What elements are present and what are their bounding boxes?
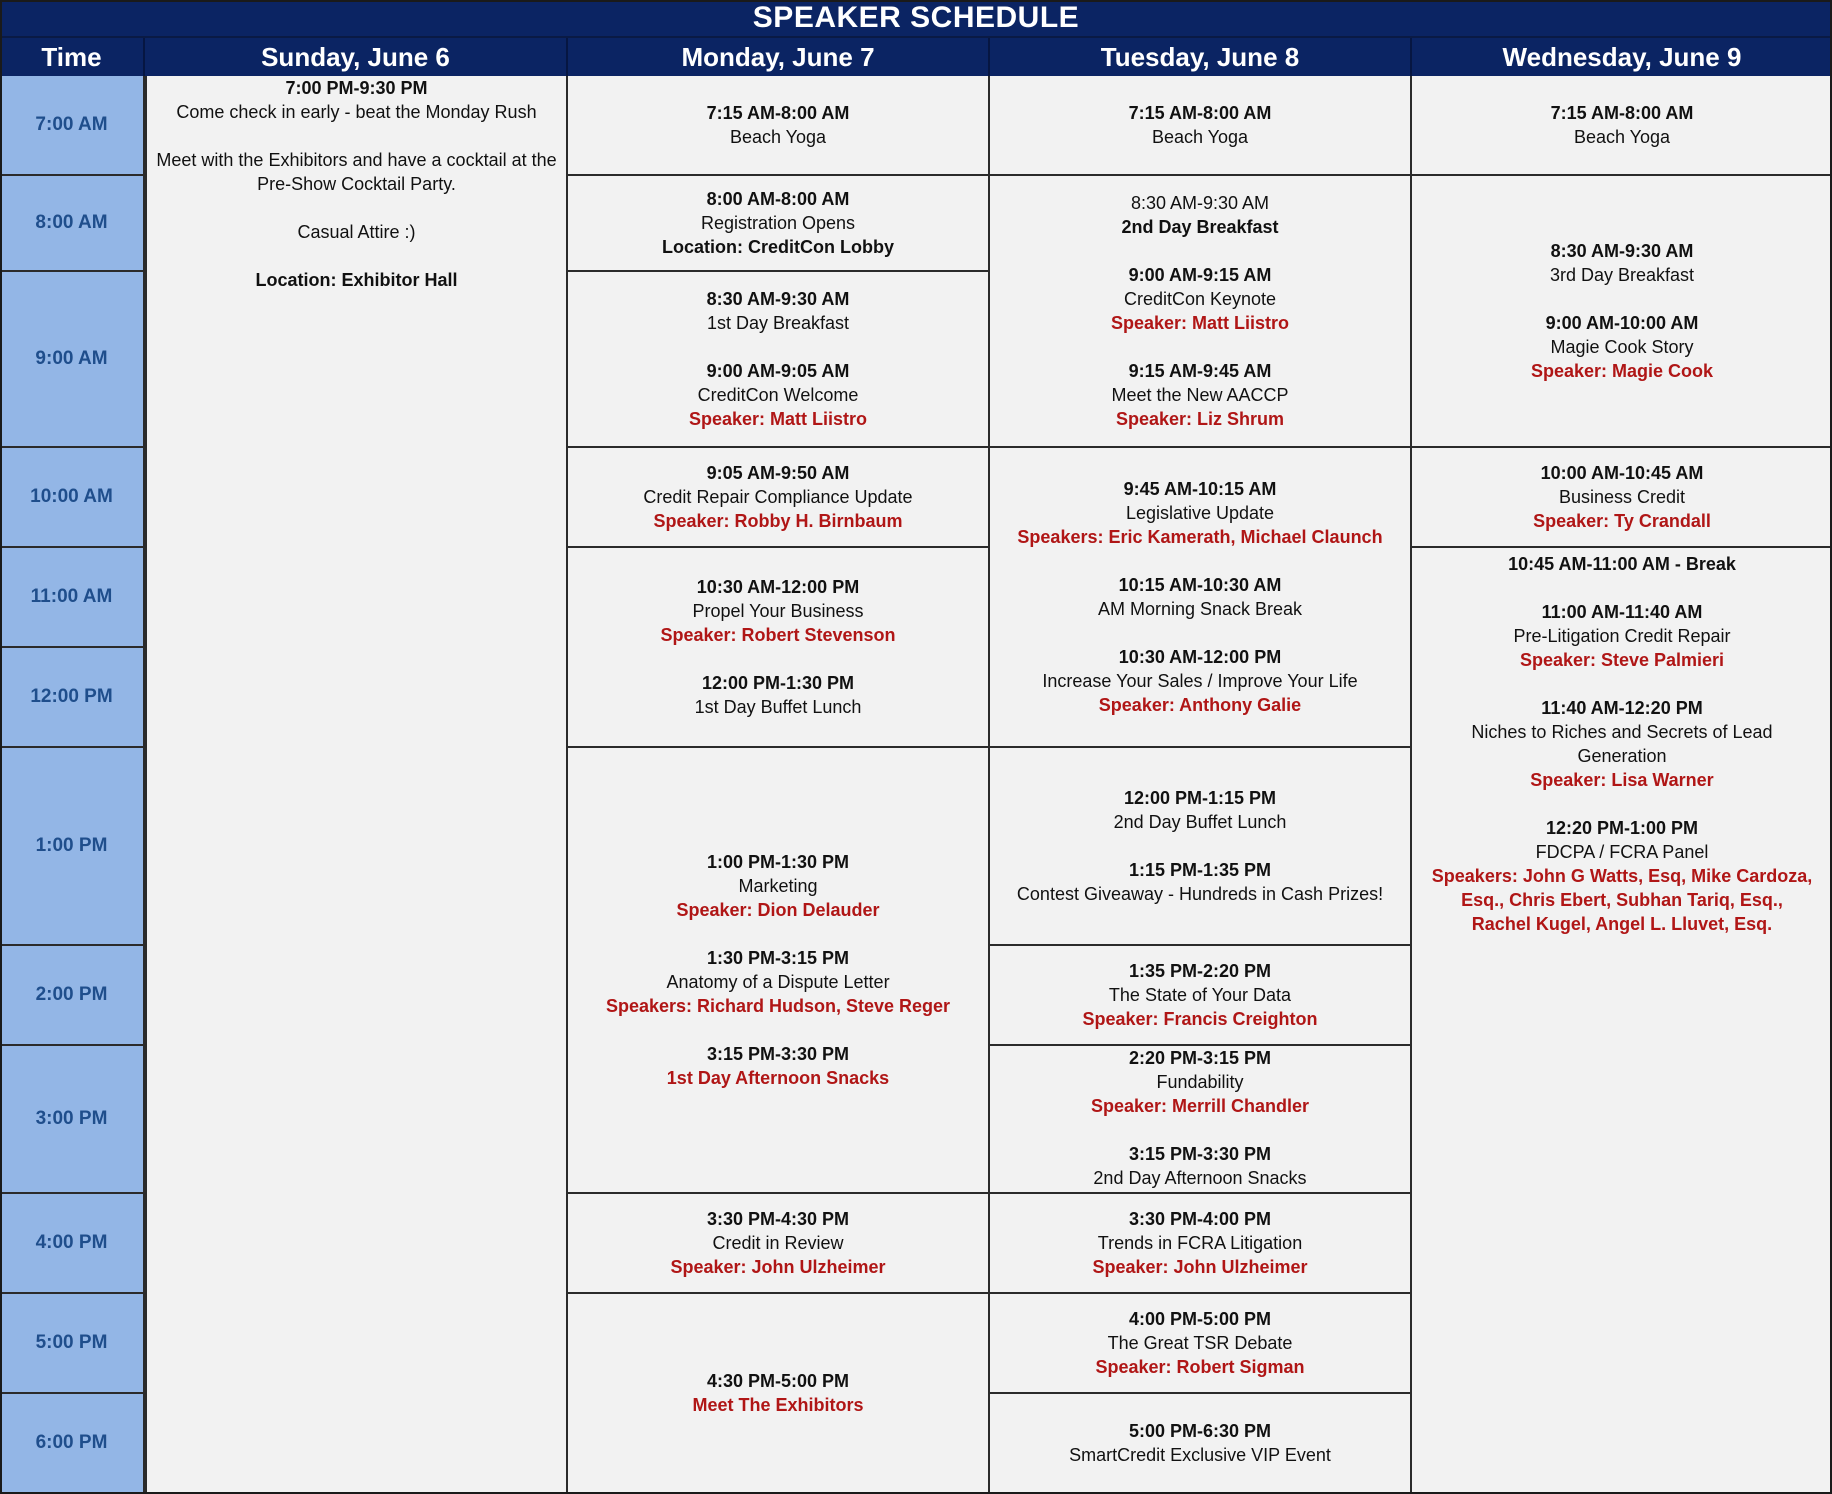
- event-time: 3:15 PM-3:30 PM: [1128, 1144, 1272, 1164]
- event-description: Casual Attire :): [297, 222, 416, 242]
- event-speaker: Speaker: Lisa Warner: [1530, 770, 1714, 790]
- event-speaker: Speakers: John G Watts, Esq, Mike Cardoza,: [1431, 866, 1813, 886]
- event-speaker: Speaker: Anthony Galie: [1098, 695, 1302, 715]
- time-slot: 12:00 PM: [0, 648, 145, 748]
- event-time: 4:30 PM-5:00 PM: [706, 1371, 850, 1391]
- event-title: The Great TSR Debate: [1107, 1333, 1293, 1353]
- event-title: Niches to Riches and Secrets of Lead: [1471, 722, 1773, 742]
- event-location: Location: Exhibitor Hall: [255, 270, 458, 290]
- event-time: 7:15 AM-8:00 AM: [1550, 103, 1694, 123]
- tuesday-event-tsr: [990, 1294, 1412, 1394]
- event-title: Business Credit: [1558, 487, 1686, 507]
- event-time: 10:45 AM-11:00 AM - Break: [1508, 554, 1736, 574]
- event-time: 8:30 AM-9:30 AM: [1550, 241, 1694, 261]
- tuesday-event-late-morning: [990, 448, 1412, 748]
- monday-event-registration: [568, 176, 990, 272]
- event-time: 7:00 PM-9:30 PM: [285, 78, 428, 98]
- event-time: 9:00 AM-9:05 AM: [706, 361, 850, 381]
- event-time: 5:00 PM-6:30 PM: [1128, 1421, 1272, 1441]
- event-speaker: Rachel Kugel, Angel L. Lluvet, Esq.: [1471, 914, 1773, 934]
- wednesday-event-yoga: [1412, 76, 1832, 176]
- event-speaker: Speaker: Robby H. Birnbaum: [653, 511, 903, 531]
- event-time: 8:30 AM-9:30 AM: [706, 289, 850, 309]
- time-slot: 4:00 PM: [0, 1194, 145, 1294]
- event-title: Marketing: [738, 876, 818, 896]
- event-time: 10:00 AM-10:45 AM: [1540, 463, 1704, 483]
- time-slot: 8:00 AM: [0, 176, 145, 272]
- event-time: 9:00 AM-10:00 AM: [1545, 313, 1699, 333]
- event-speaker: Speaker: Francis Creighton: [1082, 1009, 1318, 1029]
- event-time: 9:45 AM-10:15 AM: [1123, 479, 1277, 499]
- event-time: 7:15 AM-8:00 AM: [1128, 103, 1272, 123]
- event-speaker: Speaker: John Ulzheimer: [670, 1257, 886, 1277]
- event-time: 9:15 AM-9:45 AM: [1128, 361, 1272, 381]
- event-description: Meet with the Exhibitors and have a cocktail at the: [156, 150, 557, 170]
- event-time: 12:20 PM-1:00 PM: [1545, 818, 1699, 838]
- column-header-time: Time: [0, 38, 145, 76]
- schedule-title: SPEAKER SCHEDULE: [0, 0, 1832, 38]
- tuesday-event-fundability: [990, 1046, 1412, 1194]
- event-title: 2nd Day Buffet Lunch: [1113, 812, 1287, 832]
- event-speaker: Speaker: Matt Liistro: [688, 409, 868, 429]
- tuesday-event-yoga: [990, 76, 1412, 176]
- event-speaker: Esq., Chris Ebert, Subhan Tariq, Esq.,: [1461, 890, 1783, 910]
- event-title: The State of Your Data: [1108, 985, 1292, 1005]
- tuesday-event-vip: [990, 1394, 1412, 1494]
- event-time: 8:30 AM-9:30 AM: [1130, 193, 1270, 213]
- event-time: 10:30 AM-12:00 PM: [1118, 647, 1282, 667]
- event-title: Magie Cook Story: [1550, 337, 1694, 357]
- event-title: 1st Day Breakfast: [706, 313, 850, 333]
- event-time: 9:00 AM-9:15 AM: [1128, 265, 1272, 285]
- monday-event-exhibitors: [568, 1294, 990, 1494]
- time-slot: 7:00 AM: [0, 76, 145, 176]
- column-header-sunday: Sunday, June 6: [145, 38, 568, 76]
- event-time: 4:00 PM-5:00 PM: [1128, 1309, 1272, 1329]
- event-title: Beach Yoga: [1151, 127, 1249, 147]
- event-time: 11:40 AM-12:20 PM: [1541, 698, 1703, 718]
- tuesday-event-morning: [990, 176, 1412, 448]
- event-title: Credit Repair Compliance Update: [643, 487, 913, 507]
- event-time: 11:00 AM-11:40 AM: [1541, 602, 1703, 622]
- event-time: 3:30 PM-4:30 PM: [706, 1209, 850, 1229]
- time-slot: 5:00 PM: [0, 1294, 145, 1394]
- event-title: Contest Giveaway - Hundreds in Cash Prizes!: [1016, 884, 1384, 904]
- event-title: Fundability: [1156, 1072, 1244, 1092]
- event-speaker: Speaker: Steve Palmieri: [1519, 650, 1725, 670]
- time-slot: 3:00 PM: [0, 1046, 145, 1194]
- event-title: 3rd Day Breakfast: [1549, 265, 1695, 285]
- event-location: Location: CreditCon Lobby: [662, 237, 894, 257]
- event-title: Meet the New AACCP: [1111, 385, 1289, 405]
- event-speaker: Speaker: Merrill Chandler: [1090, 1096, 1310, 1116]
- event-time: 12:00 PM-1:15 PM: [1123, 788, 1277, 808]
- event-time: 7:15 AM-8:00 AM: [706, 103, 850, 123]
- event-description: Come check in early - beat the Monday Rush: [176, 102, 537, 122]
- tuesday-event-data: [990, 946, 1412, 1046]
- event-speaker: Speakers: Richard Hudson, Steve Reger: [605, 996, 951, 1016]
- event-title: Meet The Exhibitors: [692, 1395, 864, 1415]
- wednesday-event-business-credit: [1412, 448, 1832, 548]
- event-title: 1st Day Afternoon Snacks: [666, 1068, 890, 1088]
- wednesday-event-morning: [1412, 176, 1832, 448]
- event-speaker: Speaker: John Ulzheimer: [1092, 1257, 1308, 1277]
- event-description: Pre-Show Cocktail Party.: [257, 174, 456, 194]
- event-time: 9:05 AM-9:50 AM: [706, 463, 850, 483]
- event-time: 10:30 AM-12:00 PM: [696, 577, 860, 597]
- monday-event-compliance: [568, 448, 990, 548]
- time-slot: 2:00 PM: [0, 946, 145, 1046]
- event-speaker: Speaker: Robert Stevenson: [660, 625, 896, 645]
- sunday-event: [145, 76, 568, 1494]
- time-slot: 10:00 AM: [0, 448, 145, 548]
- time-slot: 6:00 PM: [0, 1394, 145, 1494]
- event-title: Propel Your Business: [692, 601, 864, 621]
- event-time: 3:30 PM-4:00 PM: [1128, 1209, 1272, 1229]
- event-title: Anatomy of a Dispute Letter: [666, 972, 890, 992]
- event-time: 1:35 PM-2:20 PM: [1128, 961, 1272, 981]
- event-title: 2nd Day Breakfast: [1121, 217, 1279, 237]
- event-speaker: Speaker: Dion Delauder: [676, 900, 880, 920]
- event-time: 8:00 AM-8:00 AM: [706, 189, 850, 209]
- wednesday-event-afternoon: [1412, 548, 1832, 1494]
- event-title: Trends in FCRA Litigation: [1097, 1233, 1303, 1253]
- event-title: Pre-Litigation Credit Repair: [1513, 626, 1731, 646]
- event-title: Increase Your Sales / Improve Your Life: [1042, 671, 1358, 691]
- column-header-tuesday: Tuesday, June 8: [990, 38, 1412, 76]
- monday-event-yoga: [568, 76, 990, 176]
- event-speaker: Speaker: Magie Cook: [1530, 361, 1714, 381]
- time-slot: 9:00 AM: [0, 272, 145, 448]
- event-time: 12:00 PM-1:30 PM: [701, 673, 855, 693]
- event-title: Registration Opens: [700, 213, 856, 233]
- event-title: Generation: [1577, 746, 1667, 766]
- time-slot: 1:00 PM: [0, 748, 145, 946]
- time-slot: 11:00 AM: [0, 548, 145, 648]
- column-header-wednesday: Wednesday, June 9: [1412, 38, 1832, 76]
- event-title: SmartCredit Exclusive VIP Event: [1069, 1445, 1331, 1465]
- event-speaker: Speaker: Liz Shrum: [1115, 409, 1285, 429]
- event-title: Beach Yoga: [729, 127, 827, 147]
- event-speaker: Speaker: Ty Crandall: [1533, 511, 1711, 531]
- event-title: FDCPA / FCRA Panel: [1535, 842, 1709, 862]
- event-speaker: Speaker: Robert Sigman: [1095, 1357, 1305, 1377]
- event-time: 10:15 AM-10:30 AM: [1118, 575, 1282, 595]
- tuesday-event-trends: [990, 1194, 1412, 1294]
- event-title: 1st Day Buffet Lunch: [694, 697, 862, 717]
- event-title: CreditCon Welcome: [697, 385, 859, 405]
- column-header-monday: Monday, June 7: [568, 38, 990, 76]
- event-title: 2nd Day Afternoon Snacks: [1093, 1168, 1307, 1188]
- event-time: 1:30 PM-3:15 PM: [706, 948, 850, 968]
- event-title: Beach Yoga: [1573, 127, 1671, 147]
- monday-event-credit-review: [568, 1194, 990, 1294]
- tuesday-event-lunch-contest: [990, 748, 1412, 946]
- event-title: AM Morning Snack Break: [1097, 599, 1303, 619]
- event-time: 1:15 PM-1:35 PM: [1128, 860, 1272, 880]
- event-title: Legislative Update: [1125, 503, 1275, 523]
- event-time: 2:20 PM-3:15 PM: [1128, 1048, 1272, 1068]
- event-title: CreditCon Keynote: [1123, 289, 1277, 309]
- event-time: 3:15 PM-3:30 PM: [706, 1044, 850, 1064]
- event-speaker: Speaker: Matt Liistro: [1110, 313, 1290, 333]
- monday-event-breakfast-welcome: [568, 272, 990, 448]
- event-title: Credit in Review: [712, 1233, 844, 1253]
- monday-event-propel-lunch: [568, 548, 990, 748]
- monday-event-afternoon: [568, 748, 990, 1194]
- event-time: 1:00 PM-1:30 PM: [706, 852, 850, 872]
- event-speaker: Speakers: Eric Kamerath, Michael Claunch: [1017, 527, 1383, 547]
